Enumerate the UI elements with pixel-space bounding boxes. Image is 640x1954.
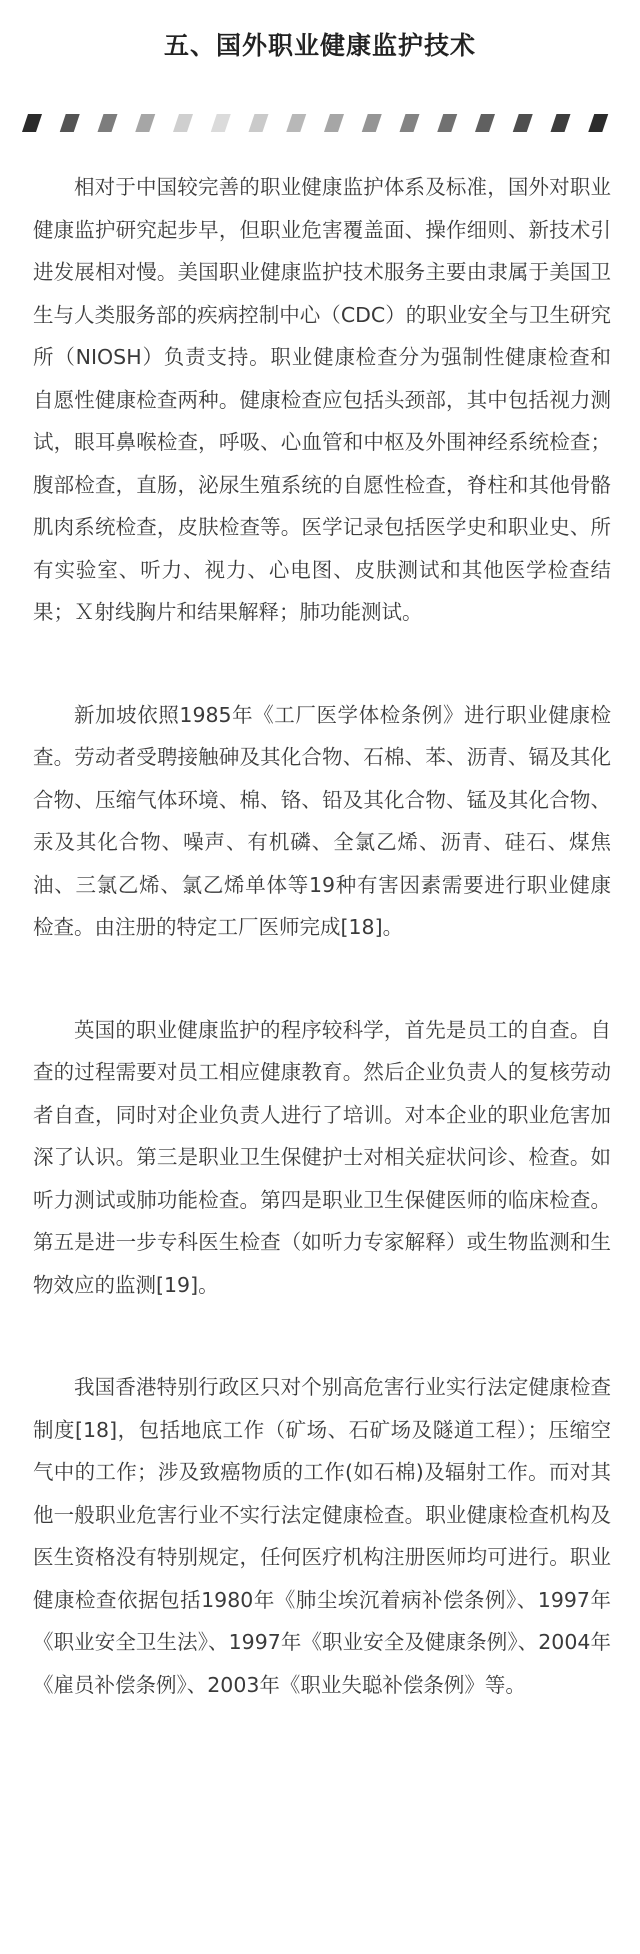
stripe-segment [437, 114, 457, 132]
paragraph-singapore: 新加坡依照1985年《工厂医学体检条例》进行职业健康检查。劳动者受聘接触砷及其化合物、石棉、苯、沥青、镉及其化合物、压缩气体环境、棉、铬、铅及其化合物、锰及其化合物、汞及其化合物、噪声、有机磷、全氯乙烯、沥青、硅石、煤焦油、三氯乙烯、氯乙烯单体等19种有害因素需要进行职业健康检查。由注册的特定工厂医师完成[18]。 [33, 702, 611, 939]
stripe-segment [60, 114, 80, 132]
stripe-segment [135, 114, 155, 132]
stripe-segment [551, 114, 571, 132]
stripe-segment [475, 114, 495, 132]
section-title: 五、国外职业健康监护技术 [163, 31, 476, 60]
stripe-segment [211, 114, 231, 132]
stripe-segment [22, 114, 42, 132]
paragraph-usa: 相对于中国较完善的职业健康监护体系及标准，国外对职业健康监护研究起步早，但职业危害覆盖面、操作细则、新技术引进发展相对慢。美国职业健康监护技术服务主要由隶属于美国卫生与人类服务部的疾病控制中心（CDC）的职业安全与卫生研究所（NIOSH）负责支持。职业健康检查分为强制性健康检查和自愿性健康检查两种。健康检查应包括头颈部，其中包括视力测试，眼耳鼻喉检查，呼吸、心血管和中枢及外围神经系统检查；腹部检查，直肠，泌尿生殖系统的自愿性检查，脊柱和其他骨骼肌肉系统检查，皮肤检查等。医学记录包括医学史和职业史、所有实验室、听力、视力、心电图、皮肤测试和其他医学检查结果；Ｘ射线胸片和结果解释；肺功能测试。 [33, 175, 611, 624]
decorative-stripe-divider [18, 114, 622, 132]
stripe-segment [286, 114, 306, 132]
stripe-segment [173, 114, 193, 132]
stripe-segment [324, 114, 344, 132]
paragraph-hong-kong: 我国香港特别行政区只对个别高危害行业实行法定健康检查制度[18]，包括地底工作（矿场、石矿场及隧道工程）；压缩空气中的工作；涉及致癌物质的工作(如石棉)及辐射工作。而对其他一般职业危害行业不实行法定健康检查。职业健康检查机构及医生资格没有特别规定，任何医疗机构注册医师均可进行。职业健康检查依据包括1980年《肺尘埃沉着病补偿条例》、1997年《职业安全卫生法》、1997年《职业安全及健康条例》、2004年《雇员补偿条例》、2003年《职业失聪补偿条例》等。 [33, 1375, 611, 1697]
stripe-segment [362, 114, 382, 132]
paragraph-uk: 英国的职业健康监护的程序较科学，首先是员工的自查。自查的过程需要对员工相应健康教育。然后企业负责人的复核劳动者自查，同时对企业负责人进行了培训。对本企业的职业危害加深了认识。第三是职业卫生保健护士对相关症状问诊、检查。如听力测试或肺功能检查。第四是职业卫生保健医师的临床检查。第五是进一步专科医生检查（如听力专家解释）或生物监测和生物效应的监测[19]。 [33, 1017, 611, 1297]
stripe-segment [400, 114, 420, 132]
stripe-segment [513, 114, 533, 132]
stripe-segment [249, 114, 269, 132]
article-body [33, 166, 611, 1766]
stripe-segment [98, 114, 118, 132]
stripe-segment [588, 114, 608, 132]
